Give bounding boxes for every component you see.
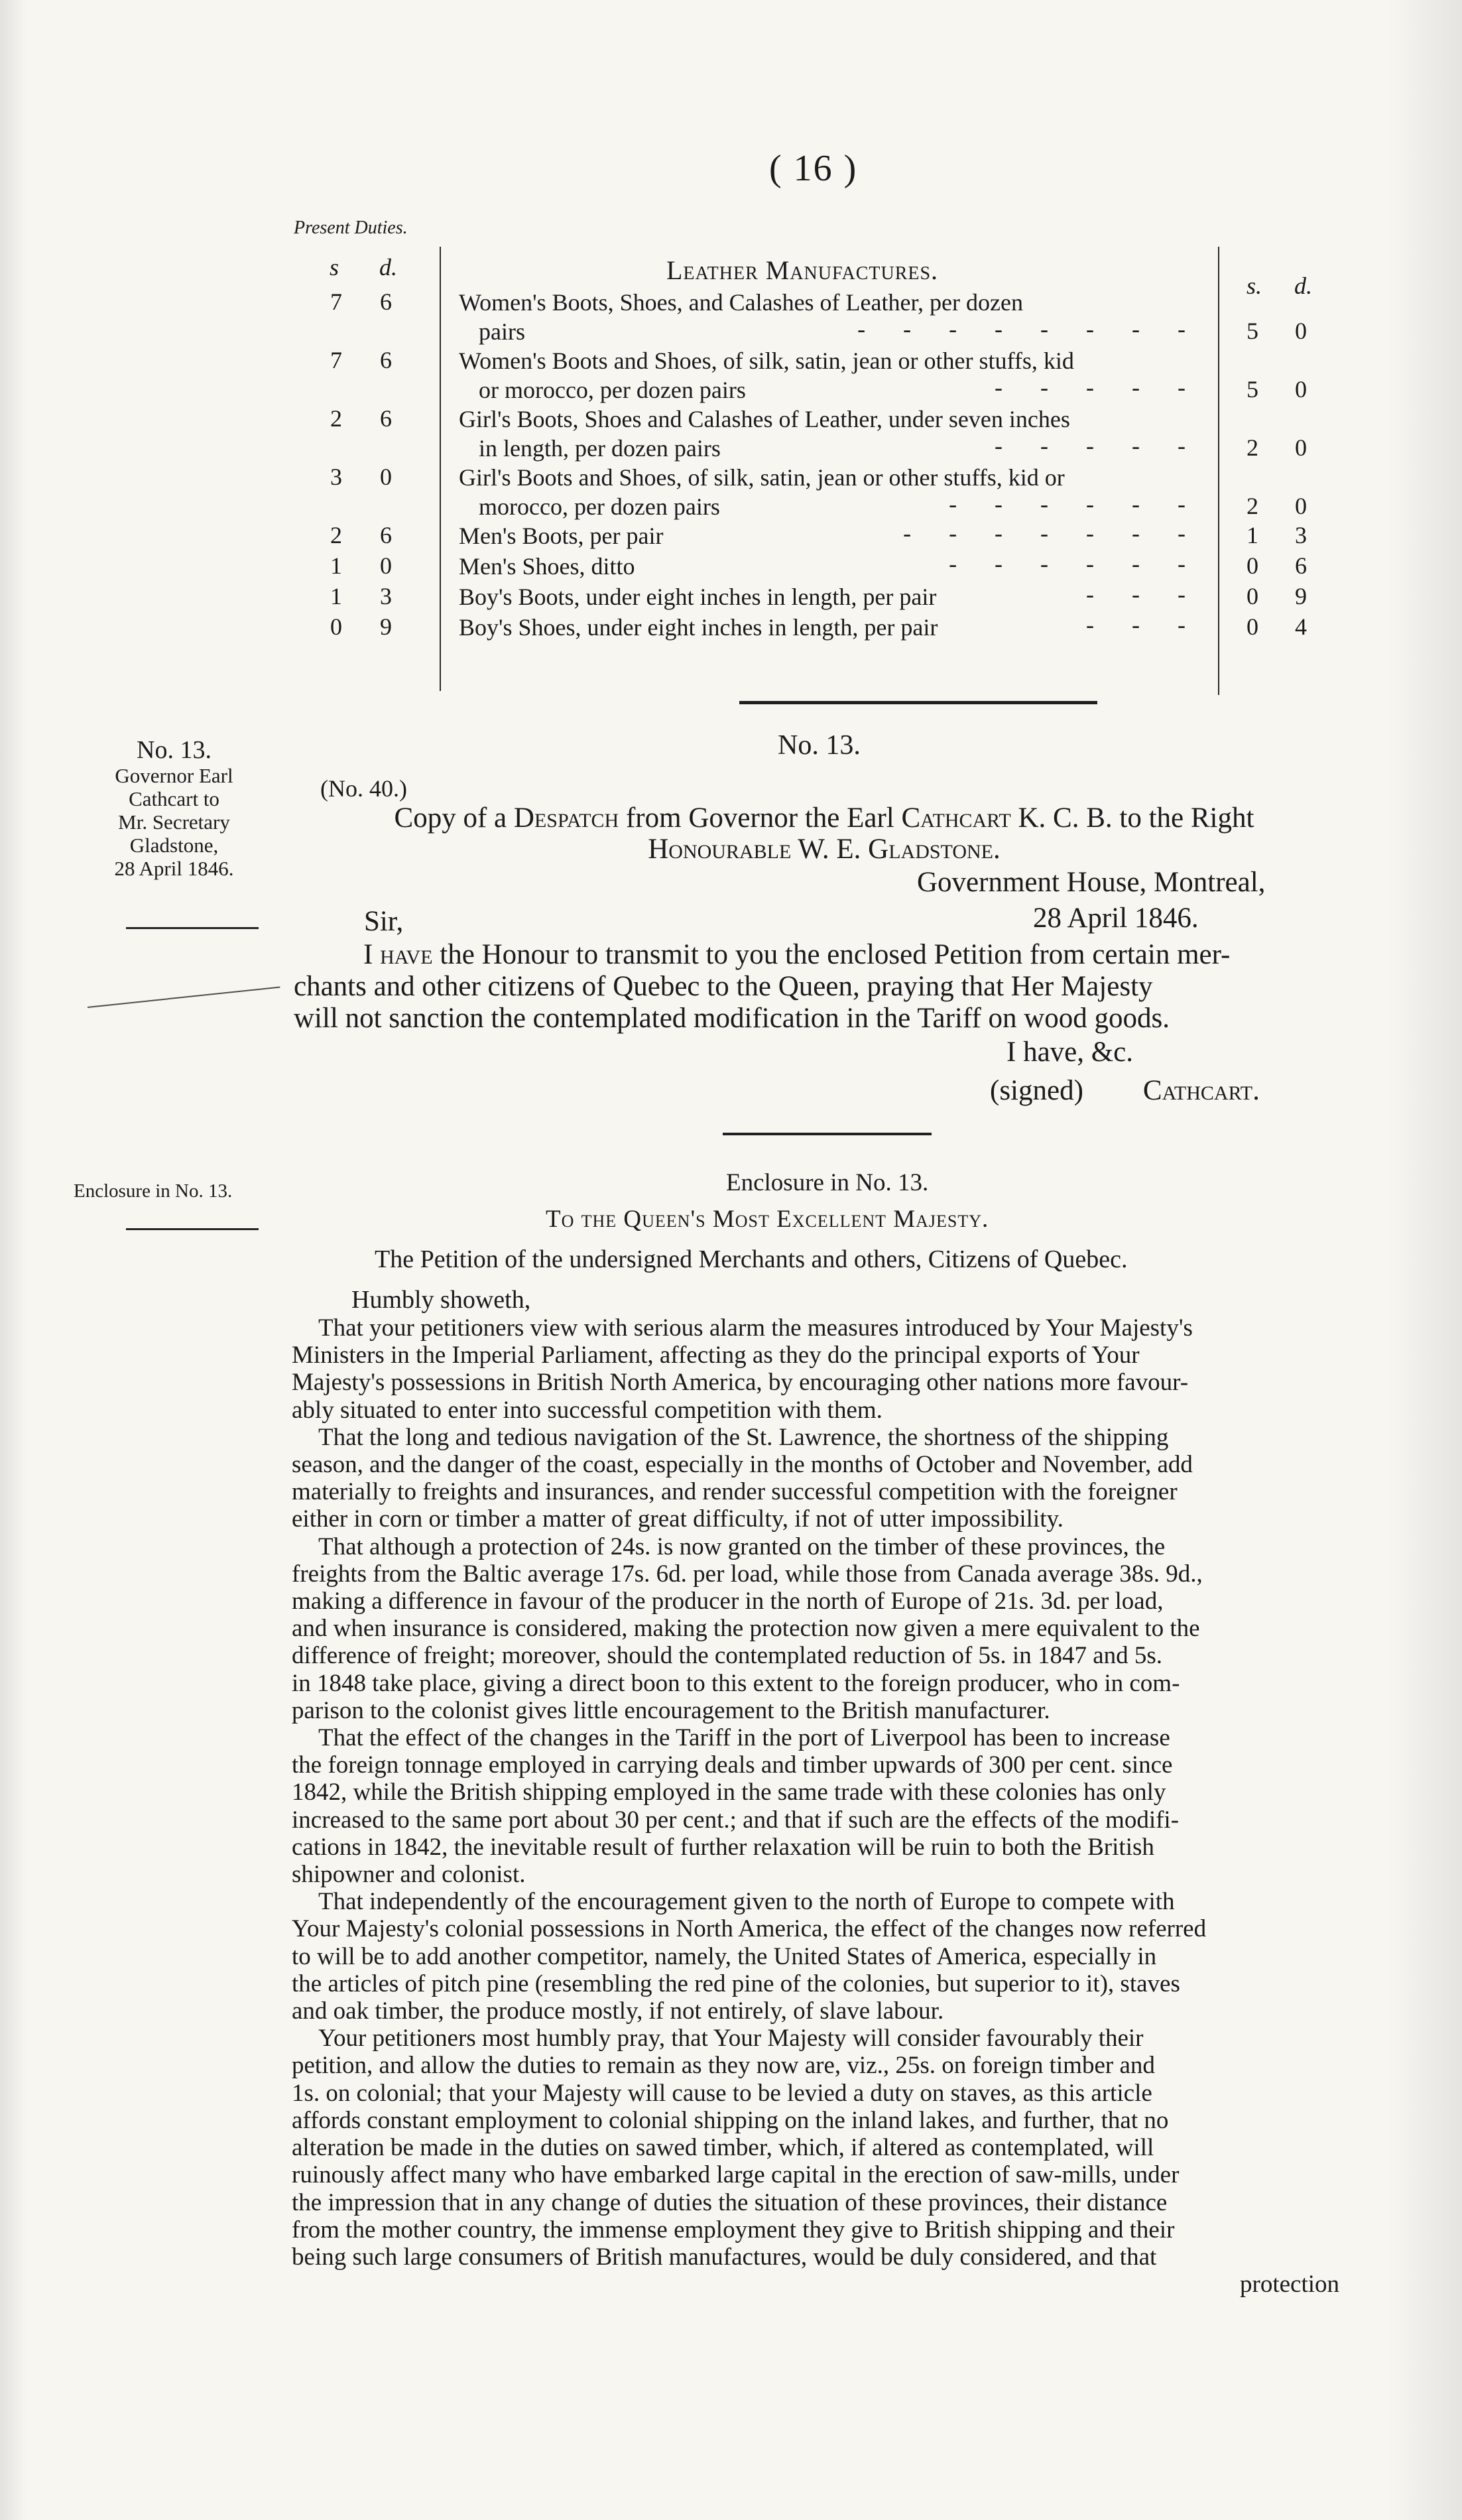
petition-line: from the mother country, the immense employment they give to British shipping and their [292, 2216, 1175, 2243]
despatch-title-line-2: Honourable W. E. Gladstone. [648, 834, 1001, 865]
duty-row [302, 405, 1326, 463]
new-duty-shillings: 2 [1247, 493, 1258, 519]
new-duty-shillings: 0 [1247, 583, 1258, 609]
petition-title: The Petition of the undersigned Merchants and others, Citizens of Quebec. [375, 1245, 1128, 1273]
present-duty-pence: 6 [380, 405, 392, 432]
letter-line [294, 939, 1361, 971]
petition-line: cations in 1842, the inevitable result of further relaxation will be ruin to both the British [292, 1833, 1154, 1861]
left-page-shadow [0, 0, 27, 2520]
sidenote-line: Gladstone, [129, 834, 219, 857]
leader-dashes: - - - - - [995, 374, 1201, 401]
petition-line: the foreign tonnage employed in carrying deals and timber upwards of 300 per cent. since [292, 1751, 1173, 1779]
petition-line: Majesty's possessions in British North America, by encouraging other nations more favour- [292, 1369, 1189, 1397]
new-duty-pence: 3 [1295, 522, 1307, 548]
despatch-sub-number: (No. 40.) [320, 775, 407, 802]
petition-line: and oak timber, the produce mostly, if not entirely, of slave labour. [292, 1997, 944, 2025]
duty-description [459, 521, 1201, 550]
new-duty-pence: 9 [1295, 583, 1307, 609]
sidenote-rule [126, 927, 259, 929]
new-duty-shillings: 2 [1247, 434, 1258, 461]
present-duty-pence: 6 [380, 522, 392, 548]
petition-line: That the effect of the changes in the Tariff in the port of Liverpool has been to increase [318, 1724, 1170, 1752]
letter-first-line-rest: the Honour to transmit to you the enclosed Petition from certain mer- [432, 939, 1231, 970]
new-duty-pence: 6 [1295, 552, 1307, 579]
petition-line: ruinously affect many who have embarked large capital in the erection of saw-mills, under [292, 2161, 1180, 2189]
petition-line: parison to the colonist gives little encouragement to the British manufacturer. [292, 1696, 1050, 1724]
duty-description-line: Men's Shoes, ditto [459, 553, 635, 580]
petition-line: ably situated to enter into successful competition with them. [292, 1396, 883, 1424]
new-duty-pence: 0 [1295, 318, 1307, 344]
new-duty-pence: 0 [1295, 376, 1307, 403]
title-suffix: K. C. B. to the Right [1010, 802, 1254, 834]
petition-line: season, and the danger of the coast, especially in the months of October and November, add [292, 1451, 1193, 1479]
letter-line: will not sanction the contemplated modification in the Tariff on wood goods. [294, 1003, 1170, 1034]
present-duty-shillings: 2 [330, 405, 342, 432]
present-duty-shillings: 0 [330, 613, 342, 640]
enclosure-title: Enclosure in No. 13. [726, 1169, 929, 1196]
present-duty-pence: 3 [380, 583, 392, 609]
petition-line: freights from the Baltic average 17s. 6d. per load, while those from Canada average 38s. 9d., [292, 1560, 1203, 1588]
petition-line: 1842, while the British shipping employed in the same trade with these colonies has only [292, 1779, 1166, 1806]
petition-line: Your Majesty's colonial possessions in North America, the effect of the changes now referred [292, 1915, 1207, 1943]
petition-line: shipowner and colonist. [292, 1861, 526, 1889]
title-name: Cathcart [901, 802, 1011, 834]
despatch-date: 28 April 1846. [1033, 903, 1199, 934]
petition-showeth: Humbly showeth, [351, 1286, 531, 1314]
petition-line: increased to the same port about 30 per cent.; and that if such are the effects of the modifi- [292, 1806, 1180, 1834]
leader-dashes: - - - - - - - [903, 520, 1201, 546]
duty-description-line: Boy's Boots, under eight inches in length, per pair [459, 584, 937, 610]
sidenote-line: 28 April 1846. [114, 857, 234, 880]
petition-line: being such large consumers of British manufactures, would be duly considered, and that [292, 2243, 1157, 2271]
leader-dashes: - - - - - - - - [857, 316, 1201, 342]
leather-duties-table [302, 247, 1326, 695]
petition-line: making a difference in favour of the producer in the north of Europe of 21s. 3d. per load, [292, 1588, 1164, 1615]
enclosure-sidenote: Enclosure in No. 13. [74, 1180, 233, 1202]
present-duty-pence: 9 [380, 613, 392, 640]
new-duty-shillings: 5 [1247, 376, 1258, 403]
signed-label: (signed) [990, 1075, 1083, 1106]
leader-dashes: - - - - - - [949, 550, 1201, 577]
petition-line: That although a protection of 24s. is now granted on the timber of these provinces, the [318, 1533, 1166, 1560]
present-duty-shillings: 7 [330, 347, 342, 373]
duty-row [302, 613, 1326, 643]
petition-line: alteration be made in the duties on sawed timber, which, if altered as contemplated, will [292, 2134, 1154, 2162]
duty-description-continuation: morocco, per dozen pairs [479, 493, 720, 520]
petition-line: and when insurance is considered, making the protection now given a mere equivalent to the [292, 1615, 1200, 1643]
present-duty-pence: 0 [380, 464, 392, 490]
petition-line: petition, and allow the duties to remain as they now are, viz., 25s. on foreign timber and [292, 2052, 1155, 2080]
present-shillings-heading: s [330, 254, 339, 281]
title-prefix: Copy of a [394, 802, 514, 834]
present-duty-pence: 6 [380, 347, 392, 373]
present-duty-pence: 0 [380, 552, 392, 579]
new-duty-pence: 0 [1295, 493, 1307, 519]
despatch-signature [990, 1074, 1260, 1107]
duty-description [459, 552, 1201, 581]
enclosure-section-rule [723, 1133, 932, 1135]
petition-body [292, 1314, 1361, 2298]
duty-description [459, 463, 1201, 521]
duty-description-line: Girl's Boots, Shoes and Calashes of Leather, under seven inches [459, 406, 1070, 432]
present-duty-shillings: 3 [330, 464, 342, 490]
duty-description [459, 582, 1201, 611]
despatch-title [294, 802, 1355, 865]
petition-line: That your petitioners view with serious alarm the measures introduced by Your Majesty's [318, 1314, 1193, 1342]
despatch-closing: I have, &c. [1006, 1037, 1134, 1068]
leader-dashes: - - - - - [995, 432, 1201, 459]
present-pence-heading: d. [379, 254, 397, 281]
duty-description-line: Men's Boots, per pair [459, 523, 664, 549]
petition-address: To the Queen's Most Excellent Majesty. [546, 1206, 989, 1233]
duty-row [302, 463, 1326, 521]
duty-description-line: Women's Boots, Shoes, and Calashes of Leather, per dozen [459, 289, 1023, 316]
petition-line: to will be to add another competitor, namely, the United States of America, especially in [292, 1942, 1157, 1970]
petition-line: Ministers in the Imperial Parliament, affecting as they do the principal exports of Your [292, 1342, 1140, 1369]
duty-description-continuation: or morocco, per dozen pairs [479, 377, 746, 403]
letter-initial-i: I [363, 939, 381, 970]
present-duty-pence: 6 [380, 288, 392, 315]
despatch-sidenote [50, 736, 298, 880]
present-duties-label: Present Duties. [294, 218, 408, 238]
duty-description [459, 288, 1201, 346]
new-duty-shillings: 1 [1247, 522, 1258, 548]
new-shillings-heading: s. [1247, 273, 1262, 299]
present-duty-shillings: 1 [330, 583, 342, 609]
petition-line: That independently of the encouragement given to the north of Europe to compete with [318, 1888, 1175, 1916]
sidenote-line: Mr. Secretary [118, 810, 230, 834]
title-despatch-word: Despatch [513, 802, 619, 834]
new-duty-pence: 4 [1295, 613, 1307, 640]
page-number: ( 16 ) [769, 148, 858, 189]
despatch-salutation: Sir, [364, 906, 404, 937]
duty-row [302, 521, 1326, 552]
sidenote-line: Governor Earl [115, 764, 233, 787]
new-pence-heading: d. [1294, 273, 1312, 299]
despatch-letter [294, 939, 1361, 1035]
petition-line: difference of freight; moreover, should the contemplated reduction of 5s. in 1847 and 5s. [292, 1642, 1163, 1670]
duty-description-line: Women's Boots and Shoes, of silk, satin, jean or other stuffs, kid [459, 347, 1074, 374]
letter-have: have [380, 939, 433, 970]
present-duty-shillings: 7 [330, 288, 342, 315]
title-middle: from Governor the Earl [619, 802, 902, 834]
sidenote-line: Cathcart to [129, 787, 219, 810]
table-title: Leather Manufactures. [666, 255, 939, 285]
duty-description-line: Boy's Shoes, under eight inches in length, per pair [459, 614, 938, 641]
petition-line: in 1848 take place, giving a direct boon to this extent to the foreign producer, who in com- [292, 1669, 1180, 1697]
duty-description [459, 405, 1201, 463]
new-duty-shillings: 0 [1247, 552, 1258, 579]
duty-description [459, 346, 1201, 405]
petition-line: either in corn or timber a matter of great difficulty, if not of utter impossibility. [292, 1505, 1064, 1533]
duty-row [302, 582, 1326, 613]
enclosure-sidenote-rule [126, 1228, 259, 1230]
letter-line: chants and other citizens of Quebec to the Queen, praying that Her Majesty [294, 971, 1153, 1002]
petition-line: materially to freights and insurances, and render successful competition with the foreigner [292, 1478, 1178, 1506]
sidenote-number: No. 13. [137, 736, 212, 764]
duty-description-continuation: pairs [479, 318, 525, 345]
signature-name: Cathcart. [1142, 1075, 1260, 1106]
new-duty-shillings: 5 [1247, 318, 1258, 344]
petition-line: 1s. on colonial; that your Majesty will cause to be levied a duty on staves, as this article [292, 2079, 1152, 2107]
table-section-rule [739, 701, 1097, 704]
leader-dashes: - - - [1086, 581, 1201, 607]
duty-description [459, 613, 1201, 642]
catchword: protection [1240, 2271, 1340, 2299]
petition-line: That the long and tedious navigation of the St. Lawrence, the shortness of the shipping [318, 1423, 1169, 1451]
despatch-number: No. 13. [778, 730, 861, 761]
despatch-title-line-1 [294, 802, 1355, 834]
new-duty-pence: 0 [1295, 434, 1307, 461]
present-duty-shillings: 1 [330, 552, 342, 579]
duty-row [302, 346, 1326, 405]
leader-dashes: - - - [1086, 611, 1201, 638]
petition-line: the impression that in any change of duties the situation of these provinces, their distance [292, 2188, 1168, 2216]
duty-description-line: Girl's Boots and Shoes, of silk, satin, jean or other stuffs, kid or [459, 464, 1065, 491]
duty-description-continuation: in length, per dozen pairs [479, 435, 721, 462]
duty-rows [302, 288, 1326, 643]
petition-line: Your petitioners most humbly pray, that Your Majesty will consider favourably their [318, 2025, 1144, 2052]
new-duty-shillings: 0 [1247, 613, 1258, 640]
present-duty-shillings: 2 [330, 522, 342, 548]
despatch-place: Government House, Montreal, [917, 867, 1266, 898]
leader-dashes: - - - - - - [949, 491, 1201, 517]
petition-line: the articles of pitch pine (resembling the red pine of the colonies, but superior to it), staves [292, 1970, 1180, 1997]
right-page-shadow [1389, 0, 1462, 2520]
margin-dash [88, 986, 280, 1008]
petition-line: affords constant employment to colonial shipping on the inland lakes, and further, that no [292, 2106, 1169, 2134]
duty-row [302, 288, 1326, 346]
duty-row [302, 552, 1326, 582]
